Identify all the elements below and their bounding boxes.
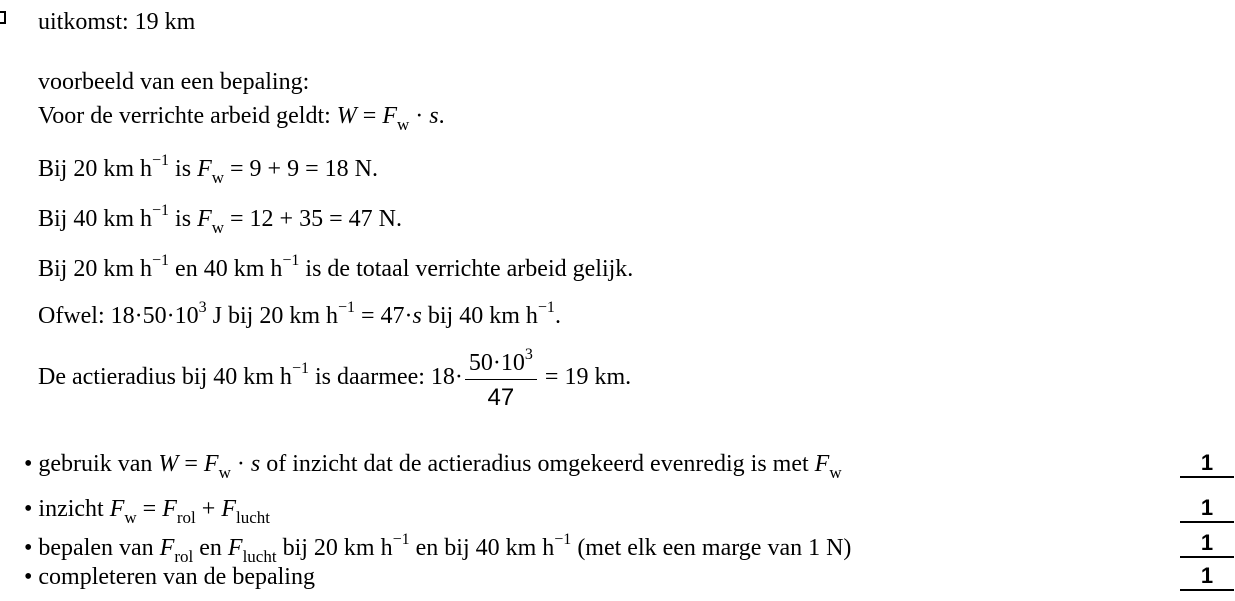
criterion-2: • inzicht $F_w = F_{rol} + F_{lucht}$ — [24, 496, 270, 527]
score-1: 1 — [1180, 452, 1234, 478]
example-line-3: Bij 40 km $h^{-1}$ is $F_w = 12 + 35 = 47$ N. — [38, 202, 402, 237]
example-line-6: De actieradius bij 40 km $h^{-1}$ is daarmee: 18· $\frac{50\cdot 10^3}{47}$ = 19 km. — [38, 346, 632, 411]
example-line-1: Voor de verrichte arbeid geldt: $W = F_w \cdot s$. — [38, 103, 445, 134]
answer-line: uitkomst: 19 km — [38, 9, 196, 35]
example-heading: voorbeeld van een bepaling: — [38, 69, 310, 95]
score-2: 1 — [1180, 497, 1234, 523]
criterion-3: • bepalen van $F_{rol}$ en $F_{lucht}$ bij 20 km $h^{-1}$ en bij 40 km $h^{-1}$ (met elk een marge van 1 N) — [24, 531, 852, 566]
example-line-2: Bij 20 km $h^{-1}$ is $F_w = 9 + 9 = 18$ N. — [38, 152, 378, 187]
checkbox-marker — [0, 11, 6, 24]
example-line-5: Ofwel: $18\cdot 50\cdot 10^3$ J bij 20 km $h^{-1} = 47\cdot s$ bij 40 km $h^{-1}$. — [38, 299, 561, 329]
criterion-1: • gebruik van $W = F_w \cdot s$ of inzicht dat de actieradius omgekeerd evenredig is met $F_w$ — [24, 451, 842, 482]
score-3: 1 — [1180, 532, 1234, 558]
criterion-4: • completeren van de bepaling — [24, 564, 315, 590]
fraction: $\frac{50\cdot 10^3}{47}$ — [465, 347, 537, 410]
example-line-4: Bij 20 km $h^{-1}$ en 40 km $h^{-1}$ is de totaal verrichte arbeid gelijk. — [38, 252, 634, 282]
score-4: 1 — [1180, 565, 1234, 591]
